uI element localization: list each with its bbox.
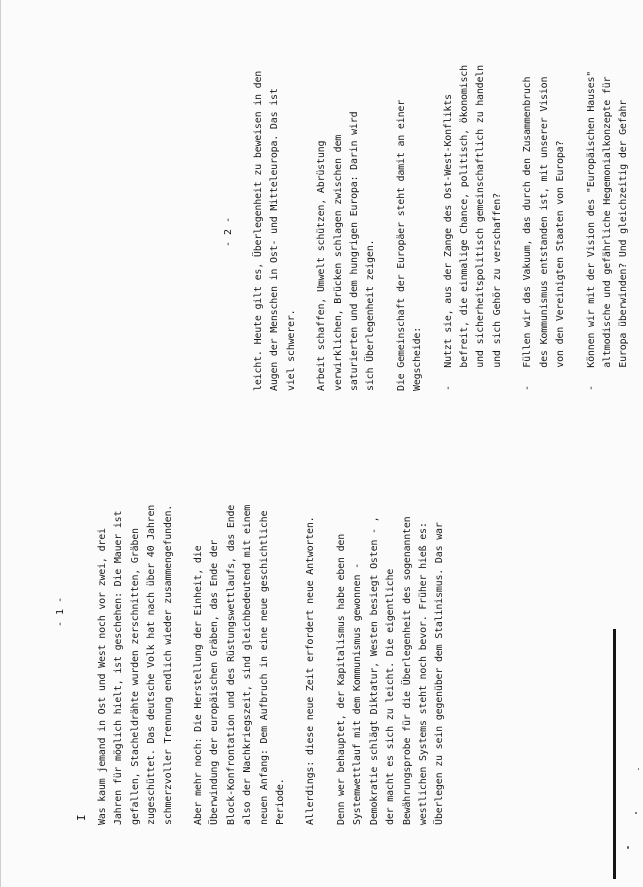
- text-line: - Können wir mit der Vision des "Europäischen Hauses": [585, 70, 597, 391]
- text-line: von den Vereinigten Staaten von Europa?: [555, 140, 567, 391]
- text-line: Aber mehr noch: Die Herstellung der Einheit, die: [193, 545, 205, 825]
- paragraph-gap: [289, 505, 303, 825]
- text-line: Die Gemeinschaft der Europäer steht damit an einer: [395, 99, 407, 391]
- page-1-text-column: [95, 505, 449, 825]
- text-line: zugeschüttet. Das deutsche Volk hat nach über 40 Jahren: [146, 504, 158, 825]
- text-line: - Nutzt sie, aus der Zange des Ost-West-Konflikts: [442, 94, 454, 391]
- margin-mark: I: [75, 814, 88, 821]
- text-line: und sicherheitspolitisch gemeinschaftlich zu handeln: [475, 65, 487, 391]
- text-line: und sich Gehör zu verschaffen?: [491, 193, 503, 391]
- text-line: viel schwerer.: [285, 309, 297, 391]
- paragraph-gap: [570, 65, 584, 391]
- page-number-1: - 1 -: [55, 596, 66, 627]
- text-line: Augen der Menschen in Ost- und Mitteleuropa. Das ist: [269, 88, 281, 391]
- text-line: gefallen, Stacheldrähte wurden zerschnitten, Gräben: [129, 528, 141, 825]
- page-number-2: - 2 -: [223, 216, 234, 247]
- text-line: Periode.: [275, 778, 287, 825]
- scan-speck: [627, 846, 629, 849]
- text-line: Arbeit schaffen, Umwelt schützen, Abrüstung: [316, 140, 328, 391]
- text-line: Wegscheide:: [412, 326, 424, 391]
- paragraph-gap: [177, 505, 191, 825]
- text-line: Überlegen zu sein gegenüber dem Stalinismus. Das war: [434, 522, 446, 825]
- page-2-text-column: [251, 65, 633, 391]
- paragraph-gap: [300, 65, 314, 391]
- rotated-typed-sheet: [1, 0, 643, 887]
- text-line: altmodische und gefährliche Hegemonialkonzepte für: [601, 76, 613, 391]
- paragraph-gap: [380, 65, 394, 391]
- text-line: der macht es sich zu leicht. Die eigentliche: [385, 568, 397, 825]
- text-line: also der Nachkriegszeit, sind gleichbedeutend mit einem: [242, 504, 254, 825]
- text-line: Allerdings: diese neue Zeit erfordert neue Antworten.: [305, 516, 317, 825]
- scan-speck: [635, 812, 637, 814]
- text-line: Bewährungsprobe für die Überlegenheit des sogenannten: [401, 516, 413, 825]
- text-line: sich Überlegenheit zeigen.: [365, 239, 377, 391]
- text-line: Überwindung der europäischen Gräben, das Ende der: [209, 539, 221, 825]
- text-line: Was kaum jemand in Ost und West noch vor zwei, drei: [97, 528, 108, 825]
- text-line: westlichen Systems steht noch bevor. Früher hieß es:: [417, 522, 429, 825]
- text-line: befreit, die einmalige Chance, politisch, ökonomisch: [459, 65, 471, 391]
- text-line: verwirklichen, Brücken schlagen zwischen dem: [332, 134, 344, 391]
- text-line: Block-Konfrontation und des Rüstungswettlaufs, das Ende: [225, 504, 237, 825]
- text-line: Systemwettlauf mit dem Kommunismus gewonnen -: [352, 563, 364, 825]
- scan-margin-line: [613, 629, 616, 879]
- text-line: leicht. Heute gilt es, Überlegenheit zu beweisen in den: [253, 70, 264, 391]
- text-line: des Kommunismus entstanden ist, mit unserer Vision: [538, 76, 550, 391]
- text-line: Jahren für möglich hielt, ist geschehen: Die Mauer ist: [113, 510, 125, 825]
- paragraph-gap: [320, 505, 334, 825]
- text-line: - Füllen wir das Vakuum, das durch den Zusammenbruch: [522, 76, 534, 391]
- paragraph-gap: [506, 65, 520, 391]
- text-line: schmerzvoller Trennung endlich wieder zusammengefunden.: [162, 504, 174, 825]
- text-line: saturierten und dem hungrigen Europa: Darin wird: [349, 111, 361, 391]
- text-line: Europa überwinden? Und gleichzeitig der Gefahr: [618, 99, 630, 391]
- paragraph-gap: [427, 65, 441, 391]
- text-line: Demokratie schlägt Diktatur, Westen besiegt Osten - ,: [368, 516, 380, 825]
- text-line: Denn wer behauptet, der Kapitalismus habe eben den: [335, 533, 347, 825]
- text-line: neuen Anfang: Dem Aufbruch in eine neue geschichtliche: [258, 510, 270, 825]
- scan-speck: [638, 768, 639, 770]
